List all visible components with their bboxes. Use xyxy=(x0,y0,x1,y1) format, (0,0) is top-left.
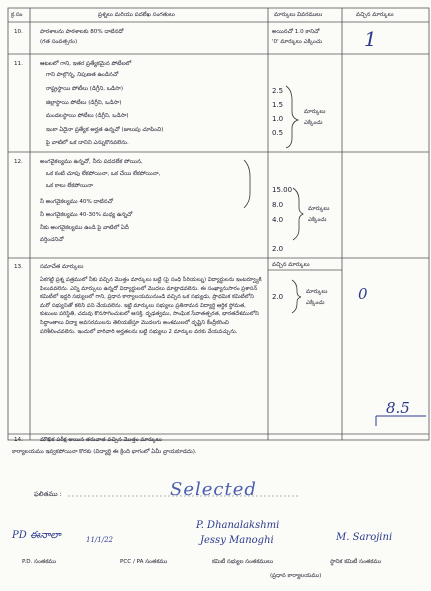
row11-number: 11. xyxy=(14,61,23,67)
row12-note-line1: మార్కులు xyxy=(308,206,330,212)
row11-mark-state: 2.5 xyxy=(272,87,284,95)
row12-number: 12. xyxy=(14,159,23,165)
row13-awarded-mark: 0 xyxy=(358,285,368,303)
row10-question-line2: (గత సంవత్సరం) xyxy=(40,39,78,45)
row12-mark-2: 8.0 xyxy=(272,201,284,209)
header-marks-detail: మార్కులు వివరములు xyxy=(274,12,323,18)
row13-mark: 2.0 xyxy=(272,293,284,301)
row13-title: సమాచేత మార్కులు xyxy=(40,264,84,270)
brace-row13 xyxy=(292,280,301,313)
row11-mark-special: 0.5 xyxy=(272,129,284,137)
result-label: ఫలితము : xyxy=(34,490,62,498)
row13-paragraph: ఏకగట్టి ప్రశ్న పత్రములో నీకు వచ్చిన మొత్తం మార్కులు బట్టి (పై సంధి సీరియల్ను) విద్యార్థులను ఇంటర్వ్యూకి పిలువవలెను. ఎన్ని మార్కులు ఉన్నదో విద్యార్థులలో మొదలు మాట్లాడవలెను. ఈ సంఖ్యానుసారం ప్రశాసన్ కమిటీలో ఇద్దరి సభ్యులలో గాని, ప్రధాన కార్యాలయమునుండి వచ్చిన ఒక సభ్యుడు, ప్రాథమిక కమిటీలోని మరో సభ్యునితో కలిసి పని చేయవలెను. ఇట్టి మార్కులు సభ్యులు ప్రతినామన విద్యార్థి ఆర్థిక స్థోమత, కుటుంబ పరిస్థితి, చదువు కొనసాగించుటలో ఆసక్తి, దృఢత్వము, సాంఘిక సేవాతత్పరత, భారతదేశములోని సిద్ధాంతాలు విద్యా అవసరములను తెలియజేస్తూ మొదలగు అంశములలో దృష్టిని కేంద్రీకరించి పరిశీలించవలెను. ఇందులో వారివారి అర్హతలను బట్టి సభ్యులు 2 మార్కుల వరకు వేయవచ్చును. xyxy=(40,277,262,335)
row12-line3: ఒక కాలు లేకపోయినా xyxy=(46,183,93,189)
office-signature-label: స్థానిక కమిటీ సంతకము xyxy=(330,559,382,565)
row12-line1: అంగవైకల్యము ఉన్నచో, నీరు పదదలేక పోయిన, xyxy=(40,159,143,165)
brace-row11 xyxy=(286,86,298,148)
row11-line4: జిల్లాస్థాయి పోటీలు (డిగ్రీని, ఒడిసా) xyxy=(46,100,122,106)
row13-subheader: వచ్చిన మార్కులు xyxy=(272,262,310,268)
row12-line2: ఒక కంటి చూపు లేకపోయినా, ఒక చేయి లేకపోయినా, xyxy=(46,171,161,177)
member-signature-label: కమిటీ సభ్యుల సంతకములు xyxy=(212,559,274,565)
office-signature-sublabel: (ప్రధాన కార్యాలయము) xyxy=(270,573,322,579)
row13-note-line2: ఎక్కించు xyxy=(306,300,325,306)
row11-line7: పై వాటిలో ఒక దానిని ఎన్నుకొనవలెను. xyxy=(46,140,129,146)
member1-signature: P. Dhanalakshmi xyxy=(196,520,280,531)
row14-text: మౌఖిక పరీక్ష అయిన తరువాత వచ్చిన మొత్తం మార్కులు xyxy=(40,437,162,443)
row12-mark-1: 15.00 xyxy=(272,186,293,194)
footnote: కార్యాలయము ఇవ్వకపోయినా కొరకు (విద్యార్థి ఈ క్రింది భాగంలో ఏమీ వ్రాయకూడదు). xyxy=(12,449,197,455)
brace-row12 xyxy=(293,188,303,240)
pcc-signature-label: PCC / PA సంతకము xyxy=(120,559,168,565)
row11-line6: ఇంకా ఏదైనా ప్రత్యేక అర్హత ఉన్నచో (జులుపు చూపించి) xyxy=(46,127,164,133)
result-value: Selected xyxy=(170,479,257,500)
row14-number: 14. xyxy=(14,437,23,443)
row11-mark-mandal: 1.0 xyxy=(272,115,284,123)
row12-line6: నీకు అంగవైకల్యము ఉండి పై వాటిలో ఏదీ xyxy=(40,225,129,231)
row11-line1: ఆటలలో గాని, ఇతర ప్రత్యేకమైన పోటీలలో xyxy=(40,61,132,67)
pd-signature-date: 11/1/22 xyxy=(86,536,113,544)
pd-signature: PD ఈనాలా xyxy=(12,530,61,541)
row13-number: 13. xyxy=(14,264,23,270)
row11-line3: రాష్ట్రస్థాయి పోటీలు (డిగ్రీని, ఒడిసా) xyxy=(46,86,123,92)
row11-mark-district: 1.5 xyxy=(272,101,284,109)
header-question: ప్రశ్నలు మరియు పదలేఖ సంగతులు xyxy=(98,12,175,18)
header-awarded: వచ్చిన మార్కులు xyxy=(356,12,394,18)
header-serial: క్ర.సం xyxy=(11,12,23,18)
row12-line5: నీ అంగవైకల్యము 40-30% మధ్య ఉన్నచో xyxy=(40,212,133,218)
row10-marks-line2: '0' మార్కులు ఎక్కించు xyxy=(272,39,323,45)
pd-signature-label: P.D. సంతకము xyxy=(22,559,57,565)
row12-note-line2: ఎక్కించు xyxy=(308,217,327,223)
row11-note-line1: మార్కులు xyxy=(304,109,326,115)
row12-mark-3: 4.0 xyxy=(272,216,284,224)
row13-total-written: 8.5 xyxy=(386,399,410,417)
row11-line2: గాని పాల్గొన్న, నిపుణత ఉండినచో xyxy=(46,72,119,78)
row10-awarded-mark: 1 xyxy=(364,27,377,51)
row12-mark-4: 2.0 xyxy=(272,245,284,253)
row11-note-line2: ఎక్కించు xyxy=(304,120,323,126)
row10-question-line1: పారశాలను పాఠశాలకు 80% దాటినదో xyxy=(40,29,124,35)
member3-signature: M. Sarojini xyxy=(336,532,393,543)
row13-note-line1: మార్కులు xyxy=(306,289,328,295)
row10-number: 10. xyxy=(14,29,23,35)
row12-line4: నీ అంగవైకల్యము 40% దాటినచో xyxy=(40,199,113,205)
row11-line5: మండలస్థాయి పోటీలు (డిగ్రీని, ఒడిసా) xyxy=(46,113,129,119)
row12-line7: వర్తించనిచో xyxy=(40,237,64,243)
member2-signature: Jessy Manoghi xyxy=(200,535,274,546)
row10-marks-line1: అయినచో 1.0 కానిచో xyxy=(272,29,320,35)
brace-row12-left xyxy=(244,160,250,208)
